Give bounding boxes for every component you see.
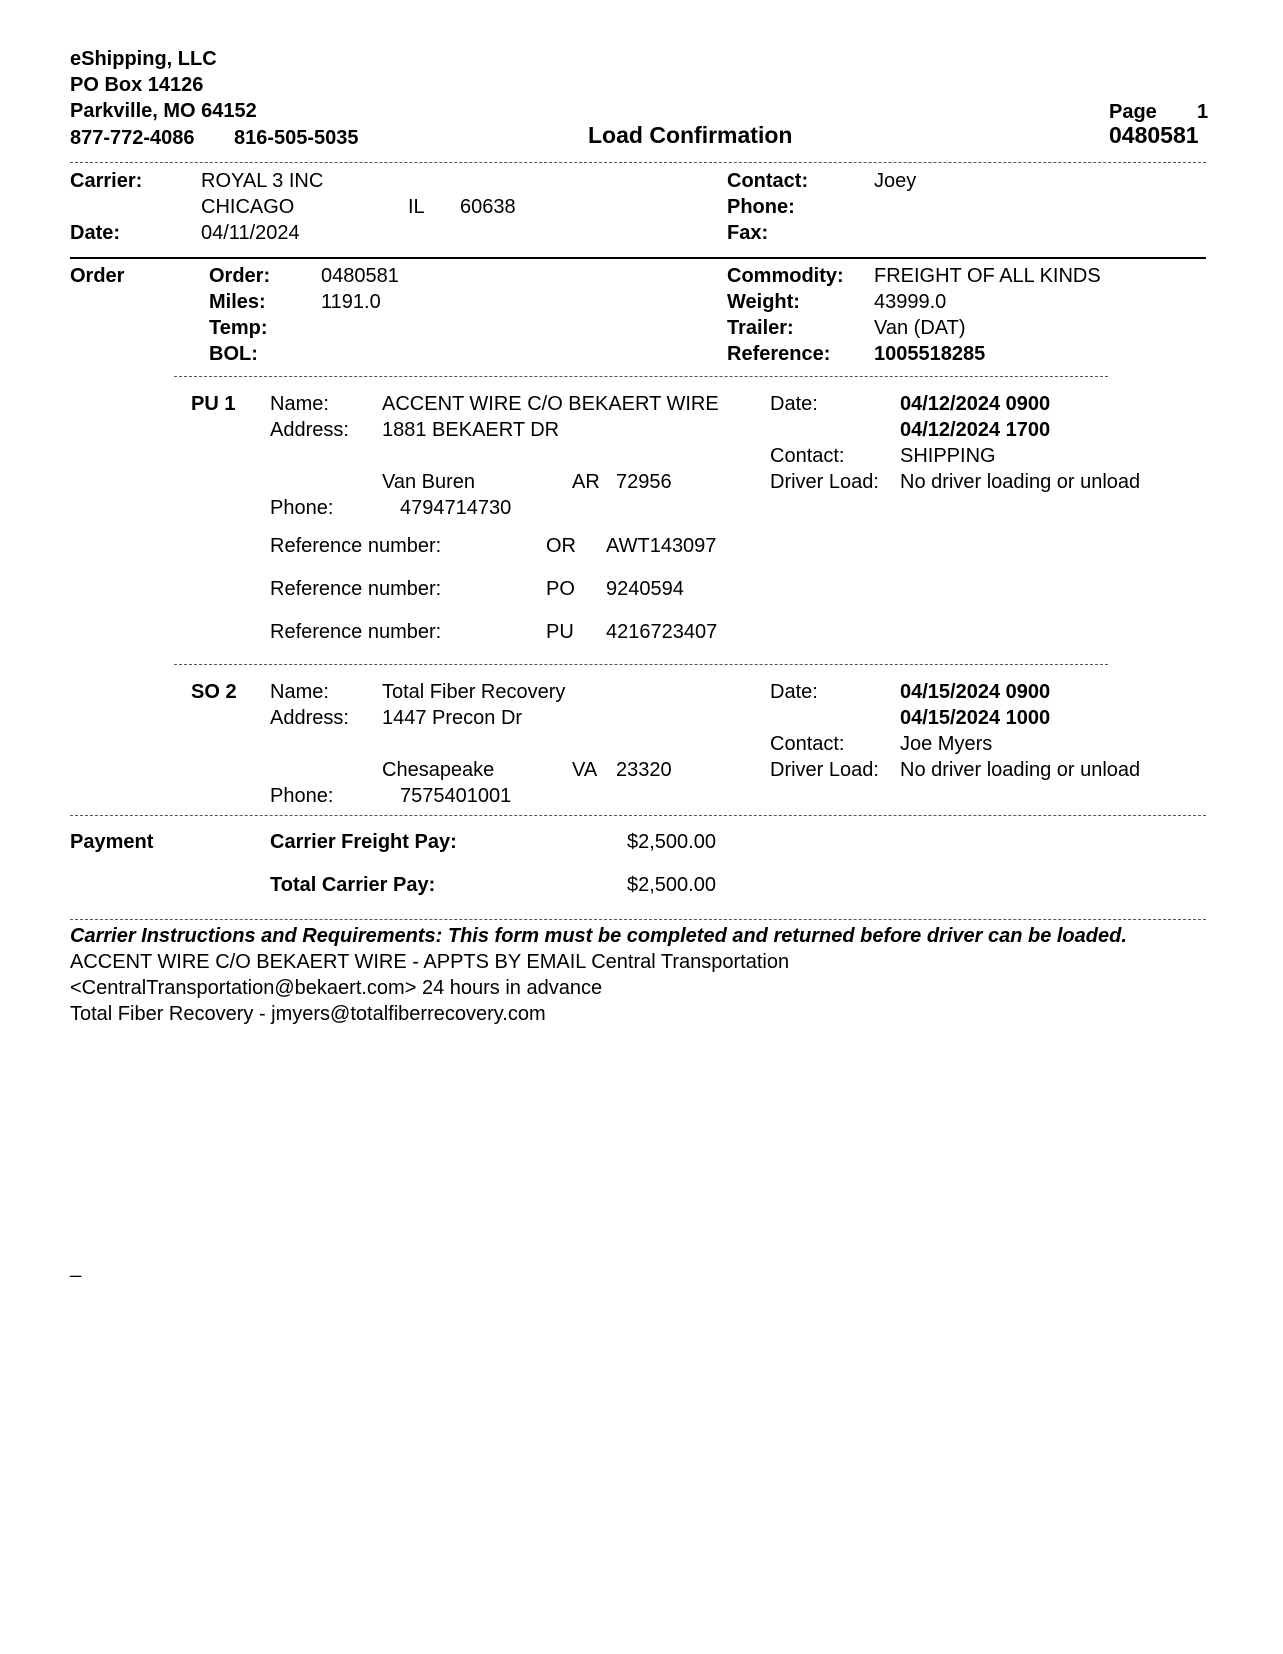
carrier-label: Carrier: [70,170,143,192]
order-trailer: Van (DAT) [874,317,966,339]
instructions-divider [70,919,1206,920]
instructions-heading: Carrier Instructions and Requirements: This form must be completed and returned before driver can be loaded. [70,925,1127,947]
total-carrier-pay: $2,500.00 [627,874,716,896]
carrier-zip: 60638 [460,196,516,218]
carrier-phone-label: Phone: [727,196,795,218]
payment-section-label: Payment [70,831,154,853]
carrier-fax-label: Fax: [727,222,769,244]
stop-phone-label: Phone: [270,497,334,519]
stop-code: SO 2 [191,681,237,703]
stop-driver-load: No driver loading or unload [900,471,1141,493]
instructions-line-3: Total Fiber Recovery - jmyers@totalfiberrecovery.com [70,1003,546,1025]
instructions-line-1: ACCENT WIRE C/O BEKAERT WIRE - APPTS BY EMAIL Central Transportation [70,951,790,973]
stop-driver-load-label: Driver Load: [770,759,879,781]
stop-code: PU 1 [191,393,236,415]
order-reference: 1005518285 [874,343,986,365]
stop-driver-load-label: Driver Load: [770,471,879,493]
order-section-label: Order [70,265,125,287]
stop-phone: 7575401001 [400,785,512,807]
reference-type: PO [546,578,575,600]
order-trailer-label: Trailer: [727,317,794,339]
stop-divider [174,376,1108,377]
stop-name-label: Name: [270,393,329,415]
reference-value: 9240594 [606,578,684,600]
stop-name: Total Fiber Recovery [382,681,566,703]
stop-state: VA [572,759,598,781]
reference-type: PU [546,621,574,643]
footer-mark: _ [70,1256,82,1278]
order-weight-label: Weight: [727,291,800,313]
order-weight: 43999.0 [874,291,947,313]
carrier-divider [70,257,1206,259]
order-commodity: FREIGHT OF ALL KINDS [874,265,1101,287]
stop-contact-label: Contact: [770,733,845,755]
reference-number-label: Reference number: [270,535,442,557]
carrier-freight-pay-label: Carrier Freight Pay: [270,831,457,853]
company-phone-2: 816-505-5035 [234,127,359,149]
stop-state: AR [572,471,600,493]
carrier-name: ROYAL 3 INC [201,170,324,192]
document-title: Load Confirmation [588,122,793,148]
stop-date-label: Date: [770,393,818,415]
stop-date-start: 04/12/2024 0900 [900,393,1051,415]
reference-value: 4216723407 [606,621,718,643]
carrier-date: 04/11/2024 [201,222,300,244]
stop-date-end: 04/15/2024 1000 [900,707,1051,729]
stop-divider [174,664,1108,665]
stop-zip: 23320 [616,759,672,781]
carrier-freight-pay: $2,500.00 [627,831,716,853]
stop-phone-label: Phone: [270,785,334,807]
carrier-city: CHICAGO [201,196,295,218]
carrier-state: IL [408,196,425,218]
stop-contact-label: Contact: [770,445,845,467]
page-label: Page [1109,101,1157,123]
order-bol-label: BOL: [209,343,258,365]
stop-city: Van Buren [382,471,476,493]
stop-phone: 4794714730 [400,497,512,519]
stop-name-label: Name: [270,681,329,703]
order-reference-label: Reference: [727,343,831,365]
instructions-line-2: <CentralTransportation@bekaert.com> 24 hours in advance [70,977,603,999]
stop-zip: 72956 [616,471,672,493]
order-miles: 1191.0 [321,291,381,313]
total-carrier-pay-label: Total Carrier Pay: [270,874,436,896]
reference-number-label: Reference number: [270,621,442,643]
stop-city: Chesapeake [382,759,495,781]
stop-date-label: Date: [770,681,818,703]
header-divider [70,162,1206,163]
stop-contact: Joe Myers [900,733,993,755]
company-phone-1: 877-772-4086 [70,127,195,149]
stop-address-label: Address: [270,707,349,729]
carrier-date-label: Date: [70,222,121,244]
company-name: eShipping, LLC [70,48,217,70]
stop-contact: SHIPPING [900,445,996,467]
stop-address: 1447 Precon Dr [382,707,523,729]
reference-number-label: Reference number: [270,578,442,600]
carrier-contact-label: Contact: [727,170,809,192]
order-commodity-label: Commodity: [727,265,844,287]
payment-divider [70,815,1206,816]
carrier-contact: Joey [874,170,917,192]
order-temp-label: Temp: [209,317,268,339]
stop-driver-load: No driver loading or unload [900,759,1141,781]
stop-name: ACCENT WIRE C/O BEKAERT WIRE [382,393,719,415]
order-number-label: Order: [209,265,271,287]
company-address-line2: Parkville, MO 64152 [70,100,257,122]
page-number: 1 [1197,101,1209,123]
reference-type: OR [546,535,576,557]
stop-date-start: 04/15/2024 0900 [900,681,1051,703]
order-number: 0480581 [321,265,399,287]
stop-address: 1881 BEKAERT DR [382,419,560,441]
stop-address-label: Address: [270,419,349,441]
company-address-line1: PO Box 14126 [70,74,204,96]
order-miles-label: Miles: [209,291,266,313]
stop-date-end: 04/12/2024 1700 [900,419,1051,441]
document-number: 0480581 [1109,122,1199,148]
reference-value: AWT143097 [606,535,717,557]
